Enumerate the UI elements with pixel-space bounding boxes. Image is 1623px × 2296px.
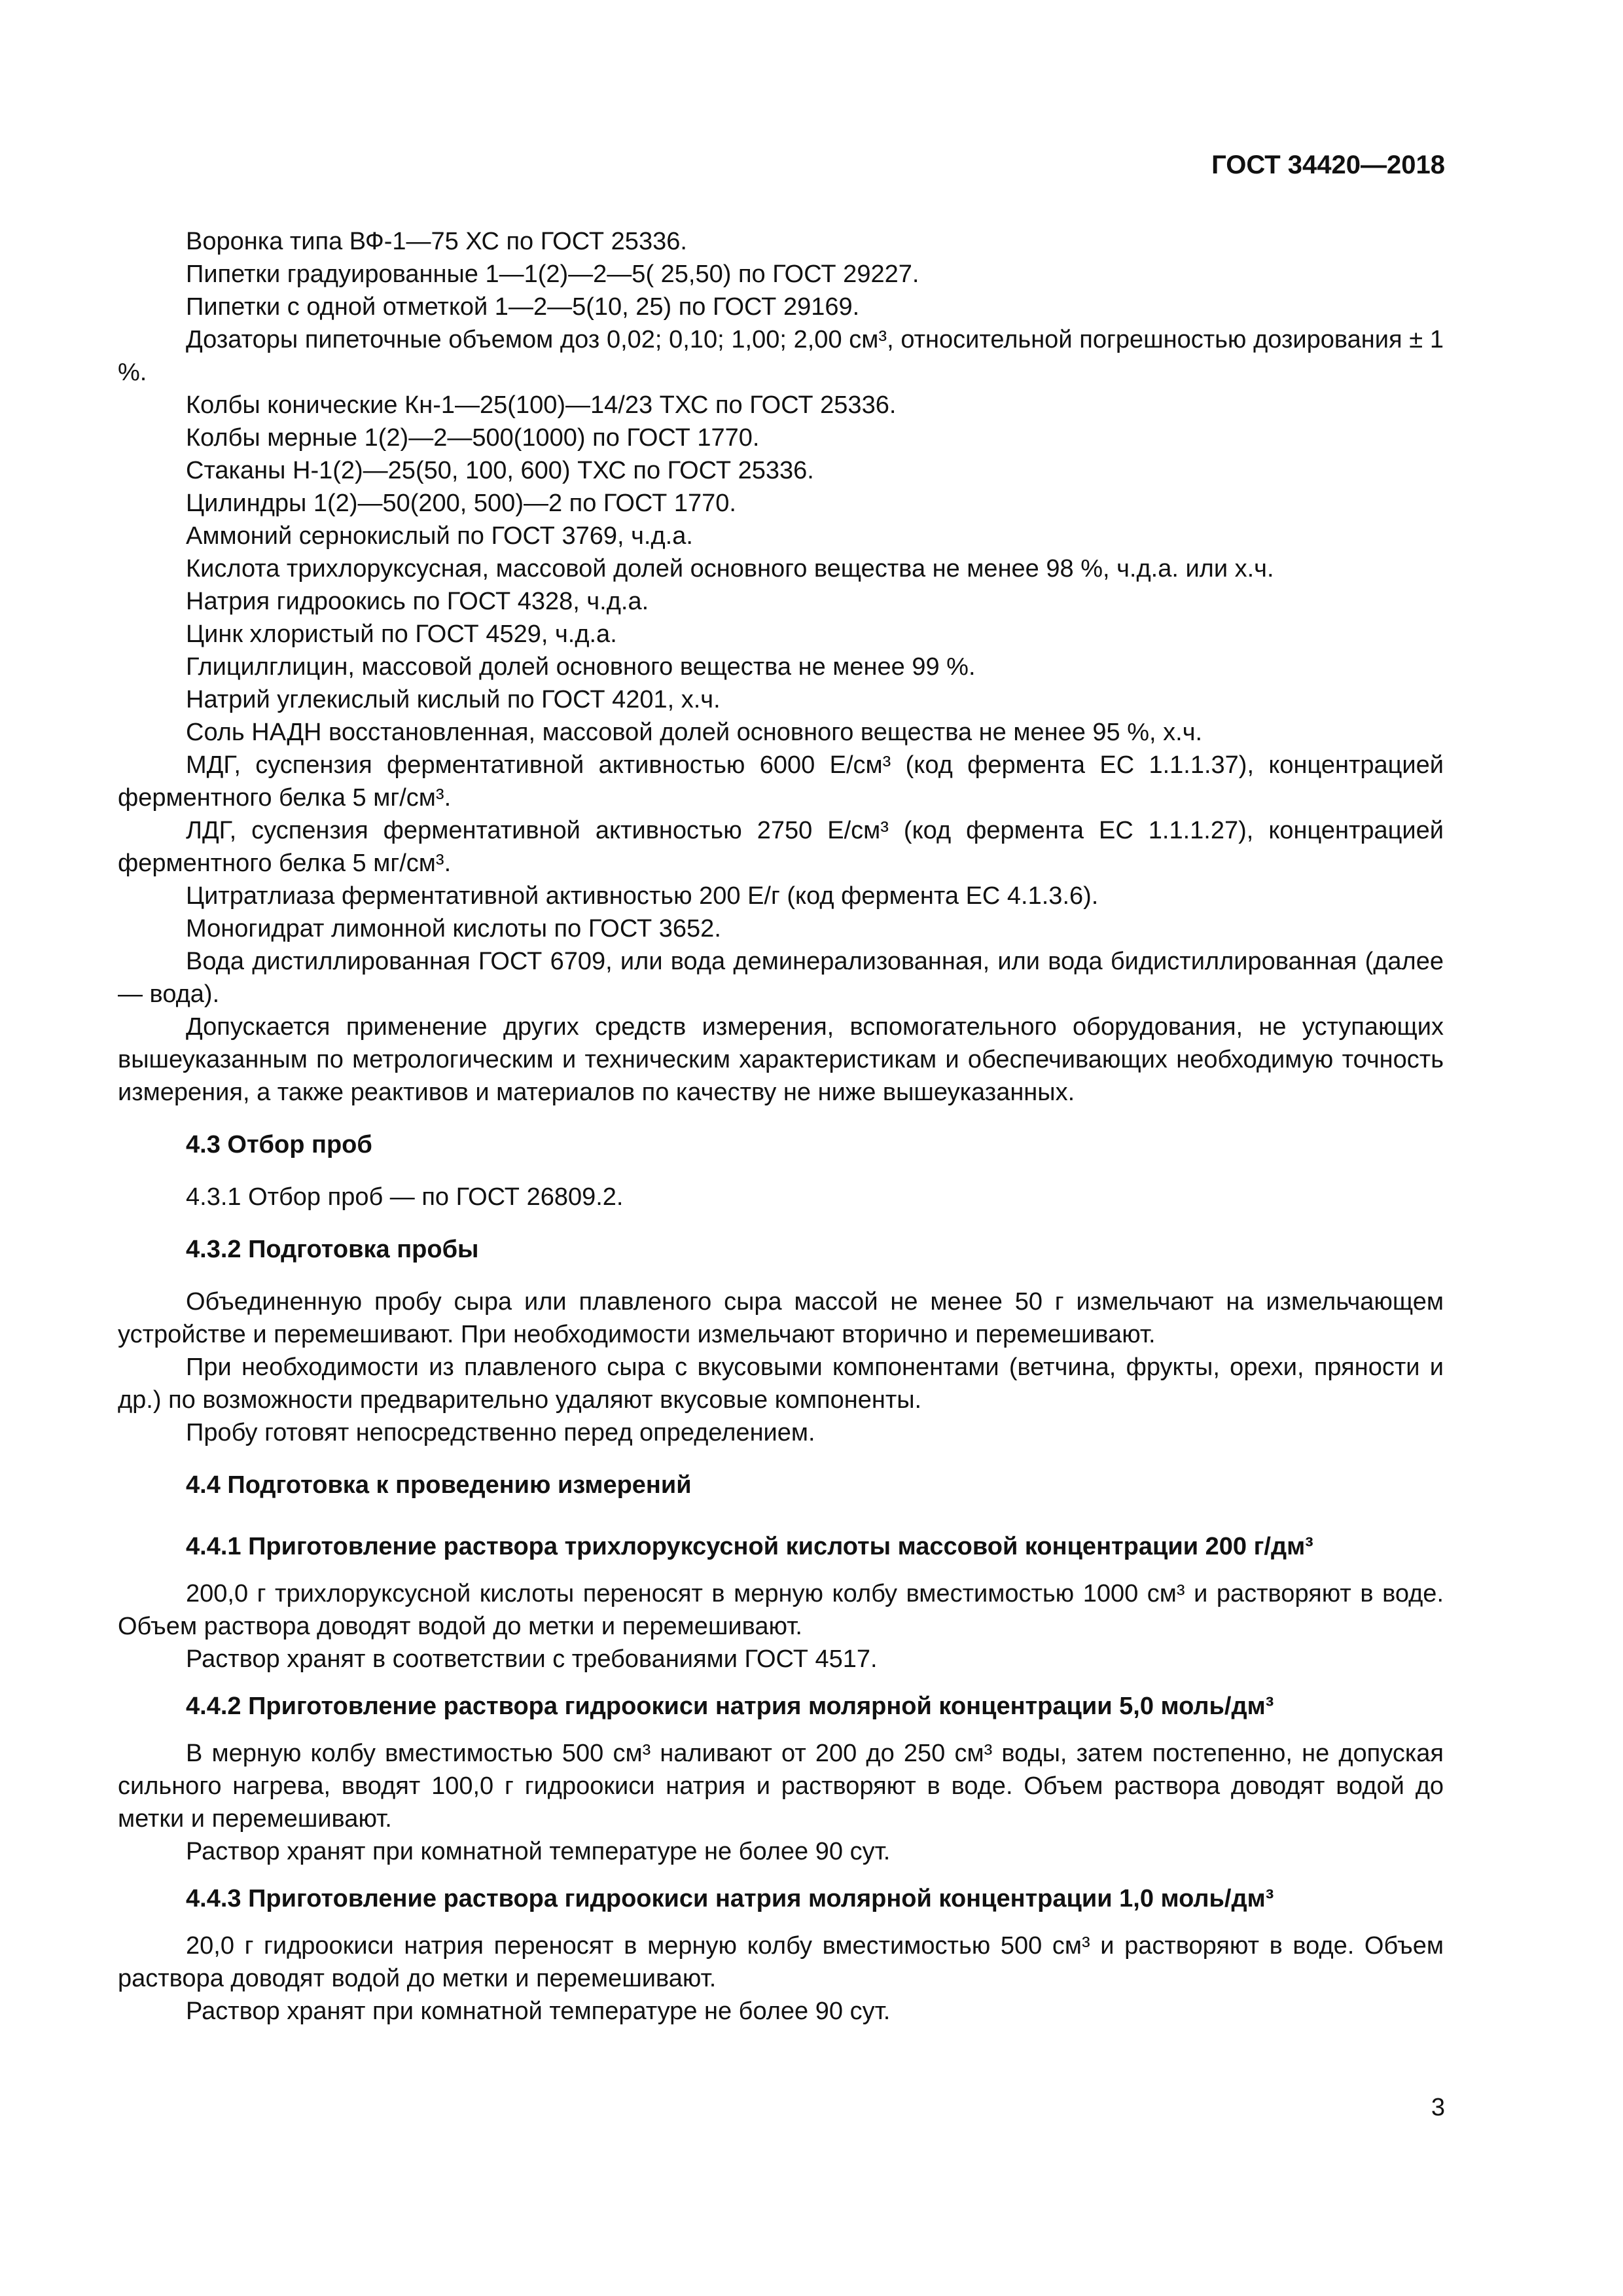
equipment-item: Воронка типа ВФ-1—75 ХС по ГОСТ 25336. bbox=[186, 228, 687, 255]
paragraph: Раствор хранят при комнатной температуре не более 90 сут. bbox=[186, 1998, 891, 2025]
section-heading-4-4-3: 4.4.3 Приготовление раствора гидроокиси натрия молярной концентрации 1,0 моль/дм³ bbox=[186, 1885, 1274, 1912]
paragraph: Раствор хранят в соответствии с требованиями ГОСТ 4517. bbox=[186, 1645, 878, 1673]
equipment-item: Колбы мерные 1(2)—2—500(1000) по ГОСТ 1770. bbox=[186, 424, 760, 452]
equipment-item: Пипетки градуированные 1—1(2)—2—5( 25,50) по ГОСТ 29227. bbox=[186, 260, 919, 288]
paragraph: 200,0 г трихлоруксусной кислоты переносят в мерную колбу вместимостью 1000 см³ и растворяют в воде. Объем раствора доводят водой до метки и перемешивают. bbox=[118, 1580, 1444, 1640]
document-header-id: ГОСТ 34420—2018 bbox=[1211, 151, 1445, 179]
paragraph-4-3-1: 4.3.1 Отбор проб — по ГОСТ 26809.2. bbox=[186, 1183, 624, 1211]
equipment-item: Дозаторы пипеточные объемом доз 0,02; 0,10; 1,00; 2,00 см³, относительной погрешностью дозирования ± 1 %. bbox=[118, 326, 1444, 386]
paragraph: 20,0 г гидроокиси натрия переносят в мерную колбу вместимостью 500 см³ и растворяют в воде. Объем раствора доводят водой до метки и перемешивают. bbox=[118, 1932, 1444, 1992]
reagent-item: Цинк хлористый по ГОСТ 4529, ч.д.а. bbox=[186, 620, 617, 648]
equipment-item: Стаканы Н-1(2)—25(50, 100, 600) ТХС по ГОСТ 25336. bbox=[186, 457, 814, 484]
reagent-item: ЛДГ, суспензия ферментативной активностью 2750 Е/см³ (код фермента ЕС 1.1.1.27), концентрацией ферментного белка 5 мг/см³. bbox=[118, 817, 1444, 877]
reagent-item: Натрий углекислый кислый по ГОСТ 4201, х.ч. bbox=[186, 686, 721, 713]
section-heading-4-4-1: 4.4.1 Приготовление раствора трихлоруксусной кислоты массовой концентрации 200 г/дм³ bbox=[186, 1533, 1313, 1560]
reagent-item: Кислота трихлоруксусная, массовой долей основного вещества не менее 98 %, ч.д.а. или х.ч. bbox=[186, 555, 1274, 583]
section-heading-4-4-2: 4.4.2 Приготовление раствора гидроокиси натрия молярной концентрации 5,0 моль/дм³ bbox=[186, 1693, 1274, 1720]
reagent-item: Глицилглицин, массовой долей основного вещества не менее 99 %. bbox=[186, 653, 976, 681]
reagent-item: Вода дистиллированная ГОСТ 6709, или вода деминерализованная, или вода бидистиллированная (далее — вода). bbox=[118, 948, 1444, 1008]
section-heading-4-4: 4.4 Подготовка к проведению измерений bbox=[186, 1471, 692, 1499]
page-number: 3 bbox=[1431, 2094, 1445, 2121]
paragraph: В мерную колбу вместимостью 500 см³ наливают от 200 до 250 см³ воды, затем постепенно, не допуская сильного нагрева, вводят 100,0 г гидроокиси натрия и растворяют в воде. Объем раствора доводят водой до метки и перемешивают. bbox=[118, 1740, 1444, 1833]
substitution-note: Допускается применение других средств измерения, вспомогательного оборудования, не уступающих вышеуказанным по метрологическим и техническим характеристикам и обеспечивающих необходимую точность измерения, а также реактивов и материалов по качеству не ниже вышеуказанных. bbox=[118, 1013, 1444, 1106]
paragraph: Пробу готовят непосредственно перед определением. bbox=[186, 1419, 815, 1446]
equipment-item: Пипетки с одной отметкой 1—2—5(10, 25) по ГОСТ 29169. bbox=[186, 293, 860, 321]
section-heading-4-3-2: 4.3.2 Подготовка пробы bbox=[186, 1236, 479, 1263]
paragraph: При необходимости из плавленого сыра с вкусовыми компонентами (ветчина, фрукты, орехи, пряности и др.) по возможности предварительно удаляют вкусовые компоненты. bbox=[118, 1354, 1444, 1414]
equipment-item: Цилиндры 1(2)—50(200, 500)—2 по ГОСТ 1770. bbox=[186, 490, 736, 517]
paragraph: Раствор хранят при комнатной температуре не более 90 сут. bbox=[186, 1838, 891, 1865]
equipment-item: Колбы конические Кн-1—25(100)—14/23 ТХС по ГОСТ 25336. bbox=[186, 391, 897, 419]
paragraph: Объединенную пробу сыра или плавленого сыра массой не менее 50 г измельчают на измельчающем устройстве и перемешивают. При необходимости измельчают вторично и перемешивают. bbox=[118, 1288, 1444, 1348]
reagent-item: Натрия гидроокись по ГОСТ 4328, ч.д.а. bbox=[186, 588, 649, 615]
reagent-item: Цитратлиаза ферментативной активностью 200 Е/г (код фермента ЕС 4.1.3.6). bbox=[186, 882, 1099, 910]
section-heading-4-3: 4.3 Отбор проб bbox=[186, 1131, 372, 1158]
document-body bbox=[118, 225, 1444, 2028]
reagent-item: Соль НАДН восстановленная, массовой долей основного вещества не менее 95 %, х.ч. bbox=[186, 719, 1203, 746]
reagent-item: Аммоний сернокислый по ГОСТ 3769, ч.д.а. bbox=[186, 522, 693, 550]
reagent-item: Моногидрат лимонной кислоты по ГОСТ 3652. bbox=[186, 915, 721, 942]
reagent-item: МДГ, суспензия ферментативной активностью 6000 Е/см³ (код фермента ЕС 1.1.1.37), концентрацией ферментного белка 5 мг/см³. bbox=[118, 751, 1444, 812]
